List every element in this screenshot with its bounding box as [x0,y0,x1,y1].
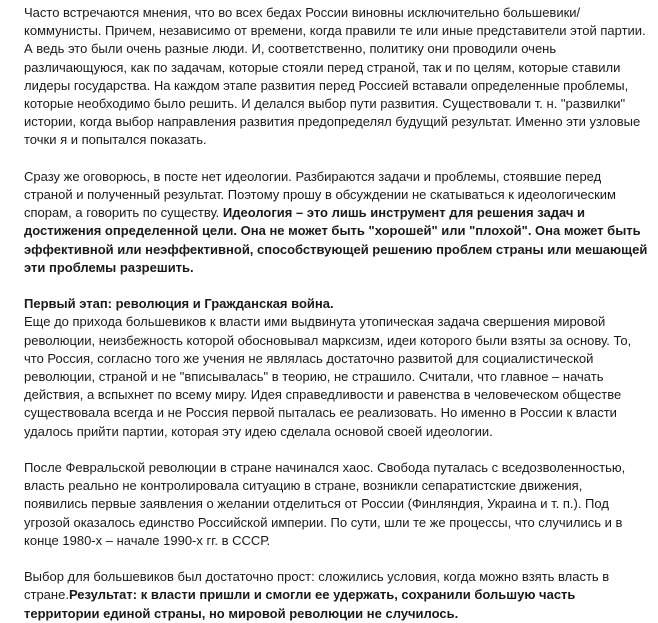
stage1-text: Еще до прихода большевиков к власти ими выдвинута утопическая задача свершения мировой революции, неизбежность которой обосновывал марксизм, идеи которого были взяты за основу. То, что Россия, согласно того же учения не являлась достаточно развитой для социалистической революции, страной и не "вписывалась" в теорию, не страшило. Считали, что главное – начать действия, а вспыхнет по всему миру. Идея справедливости и равенства в человеческом обществе существовала всегда и не Россия первой пыталась ее реализовать. Но именно в России к власти удалось прийти партии, которая эту идею сделала основой своей идеологии. [24,314,632,439]
stage1-heading: Первый этап: революция и Гражданская война. [24,296,334,312]
choice-paragraph [24,568,648,623]
choice-text: Выбор для большевиков был достаточно прост: сложились условия, когда можно взять власть в стране. [24,569,610,603]
ideology-text: Сразу же оговорюсь, в посте нет идеологии. Разбираются задачи и проблемы, стоявшие перед страной и полученный результат. Поэтому прошу в обсуждении не скатываться к идеологическим спорам, а говорить по существу. [24,168,616,221]
february-paragraph: После Февральской революции в стране начинался хаос. Свобода путалась с вседозволенностью, власть реально не контролировала ситуацию в стране, возникли сепаратистские движения, появились первые заявления о желании отделиться от России (Финляндия, Украина и т. п.). Под угрозой оказалось единство Российской империи. По сути, шли те же процессы, что случились и в конце 1980-х – начале 1990-х гг. в СССР. [24,460,626,548]
stage1-paragraph [24,295,648,441]
intro-paragraph: Часто встречаются мнения, что во всех бедах России виновны исключительно большевики/коммунисты. Причем, независимо от времени, когда правили те или иные представители этой партии. А ведь это были очень разные люди. И, соответственно, политику они проводили очень различающуюся, как по задачам, которые стояли перед страной, так и по целям, которые ставили лидеры государства. На каждом этапе развития перед Россией вставали определенные проблемы, которые необходимо было решить. И делался выбор пути развития. Существовали т. н. "развилки" истории, когда выбор направления развития предопределял будущий результат. Именно эти узловые точки я и попытался показать. [24,5,646,148]
result-emphasis: Результат: к власти пришли и смогли ее удержать, сохранили большую часть территории единой страны, но мировой революции не случилось. [24,587,576,621]
ideology-emphasis: Идеология – это лишь инструмент для решения задач и достижения определенной цели. Она не может быть "хорошей" или "плохой". Она может быть эффективной или неэффективной, способствующей решению проблем страны или мешающей эти проблемы разрешить. [24,205,648,275]
ideology-paragraph [24,168,648,277]
